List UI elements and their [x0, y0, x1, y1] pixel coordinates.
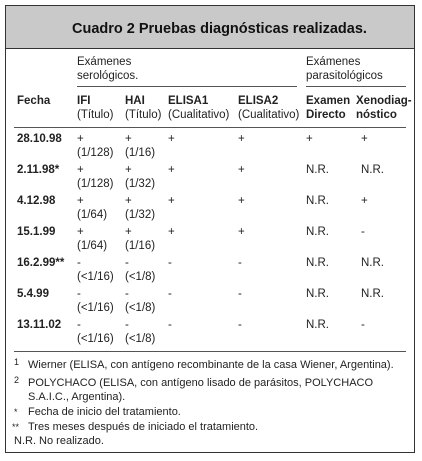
- cell-ifi-b: (<1/16): [77, 271, 114, 283]
- cell-hai-b: (<1/8): [125, 333, 156, 345]
- note-1-mark: 1: [14, 357, 20, 367]
- col-xeno-name: Xenodiag-: [356, 95, 412, 107]
- title-bar: [6, 6, 414, 49]
- cell-ifi-a: +: [77, 133, 84, 145]
- cell-elisa1: +: [168, 133, 175, 145]
- note-2-line1: POLYCHACO (ELISA, con antígeno lisado de parásitos, POLYCHACO: [28, 377, 374, 389]
- cell-fecha: 28.10.98: [17, 133, 62, 145]
- cell-ifi-a: +: [77, 195, 84, 207]
- cell-ifi-a: +: [77, 164, 84, 176]
- cell-elisa1: +: [168, 226, 175, 238]
- group-serologicos-line1: Exámenes: [77, 56, 132, 68]
- cell-elisa1: -: [168, 319, 172, 331]
- col-examen-name: Examen: [306, 95, 351, 107]
- col-elisa1-sub: (Cualitativo): [168, 109, 230, 121]
- cell-fecha: 15.1.99: [17, 226, 56, 238]
- cell-hai-a: +: [125, 195, 132, 207]
- cell-ifi-b: (1/64): [77, 240, 108, 252]
- cell-hai-b: (1/32): [125, 209, 156, 221]
- col-xeno-sub: nóstico: [356, 109, 397, 121]
- cell-elisa2: +: [238, 164, 245, 176]
- table-title: Cuadro 2 Pruebas diagnósticas realizadas.: [72, 21, 367, 37]
- cell-ifi-b: (1/128): [77, 178, 114, 190]
- cell-hai-b: (<1/8): [125, 302, 156, 314]
- group-serologicos: [77, 55, 138, 83]
- note-5: N.R. No realizado.: [14, 435, 104, 447]
- cell-hai-a: +: [125, 226, 132, 238]
- cell-xeno: -: [361, 226, 365, 238]
- group-serologicos-rule: [77, 86, 297, 87]
- cell-ifi-b: (<1/16): [77, 302, 114, 314]
- cell-hai-a: -: [125, 257, 129, 269]
- note-4-mark: **: [12, 422, 20, 432]
- col-elisa2-name: ELISA2: [238, 95, 279, 107]
- group-parasitologicos-line2: parasitológicos: [306, 70, 383, 82]
- table-frame: [5, 5, 415, 453]
- note-1: Wierner (ELISA, con antígeno recombinante de la casa Wiener, Argentina).: [28, 359, 394, 371]
- cell-xeno: -: [361, 319, 365, 331]
- col-elisa2: [238, 94, 299, 122]
- cell-ifi-b: (1/128): [77, 147, 114, 159]
- cell-xeno: +: [361, 195, 368, 207]
- col-elisa1: [168, 94, 229, 122]
- col-elisa2-sub: (Cualitativo): [238, 109, 300, 121]
- group-parasitologicos-rule: [306, 86, 406, 87]
- cell-examen: N.R.: [306, 226, 329, 238]
- cell-elisa2: +: [238, 133, 245, 145]
- cell-examen: N.R.: [306, 164, 329, 176]
- cell-examen: N.R.: [306, 288, 329, 300]
- cell-elisa2: -: [238, 319, 242, 331]
- cell-fecha: 2.11.98*: [17, 164, 60, 176]
- note-2-line2: S.A.I.C., Argentina).: [28, 391, 126, 403]
- col-ifi-sub: (Título): [77, 109, 114, 121]
- cell-hai-b: (<1/8): [125, 271, 156, 283]
- cell-hai-b: (1/32): [125, 178, 156, 190]
- cell-hai-a: +: [125, 164, 132, 176]
- cell-xeno: +: [361, 133, 368, 145]
- header-rule: [14, 127, 406, 128]
- cell-xeno: N.R.: [361, 257, 384, 269]
- cell-ifi-a: -: [77, 319, 81, 331]
- cell-hai-a: +: [125, 133, 132, 145]
- col-hai-sub: (Título): [125, 109, 162, 121]
- cell-elisa2: +: [238, 226, 245, 238]
- cell-elisa2: +: [238, 195, 245, 207]
- cell-ifi-b: (1/64): [77, 209, 108, 221]
- cell-ifi-a: +: [77, 226, 84, 238]
- cell-hai-b: (1/16): [125, 240, 156, 252]
- col-examen-sub: Directo: [306, 109, 346, 121]
- note-4: Tres meses después de iniciado el tratamiento.: [28, 421, 259, 433]
- cell-xeno: N.R.: [361, 288, 384, 300]
- cell-fecha: 4.12.98: [17, 195, 56, 207]
- col-examen: [306, 94, 350, 122]
- cell-ifi-a: -: [77, 257, 81, 269]
- cell-fecha: 16.2.99**: [17, 257, 65, 269]
- cell-xeno: N.R.: [361, 164, 384, 176]
- cell-hai-a: -: [125, 288, 129, 300]
- group-parasitologicos: [306, 55, 383, 83]
- cell-elisa1: +: [168, 195, 175, 207]
- cell-hai-a: -: [125, 319, 129, 331]
- cell-ifi-b: (<1/16): [77, 333, 114, 345]
- col-elisa1-name: ELISA1: [168, 95, 209, 107]
- note-3: Fecha de inicio del tratamiento.: [28, 406, 181, 418]
- col-fecha: Fecha: [17, 95, 51, 107]
- cell-fecha: 5.4.99: [17, 288, 49, 300]
- cell-examen: N.R.: [306, 195, 329, 207]
- group-serologicos-line2: serológicos.: [77, 70, 139, 82]
- col-xeno: [356, 94, 412, 122]
- group-parasitologicos-line1: Exámenes: [306, 56, 361, 68]
- cell-examen: N.R.: [306, 257, 329, 269]
- note-3-mark: *: [14, 407, 18, 417]
- col-ifi-name: IFI: [77, 95, 91, 107]
- cell-hai-b: (1/16): [125, 147, 156, 159]
- col-hai: [125, 94, 161, 122]
- col-hai-name: HAI: [125, 95, 145, 107]
- col-ifi: [77, 94, 113, 122]
- body-bottom-rule: [14, 351, 406, 352]
- cell-fecha: 13.11.02: [17, 319, 62, 331]
- cell-elisa1: +: [168, 164, 175, 176]
- note-2-mark: 2: [14, 375, 20, 385]
- cell-elisa2: -: [238, 257, 242, 269]
- cell-examen: N.R.: [306, 319, 329, 331]
- cell-examen: +: [306, 133, 313, 145]
- cell-ifi-a: -: [77, 288, 81, 300]
- cell-elisa1: -: [168, 257, 172, 269]
- cell-elisa1: -: [168, 288, 172, 300]
- cell-elisa2: -: [238, 288, 242, 300]
